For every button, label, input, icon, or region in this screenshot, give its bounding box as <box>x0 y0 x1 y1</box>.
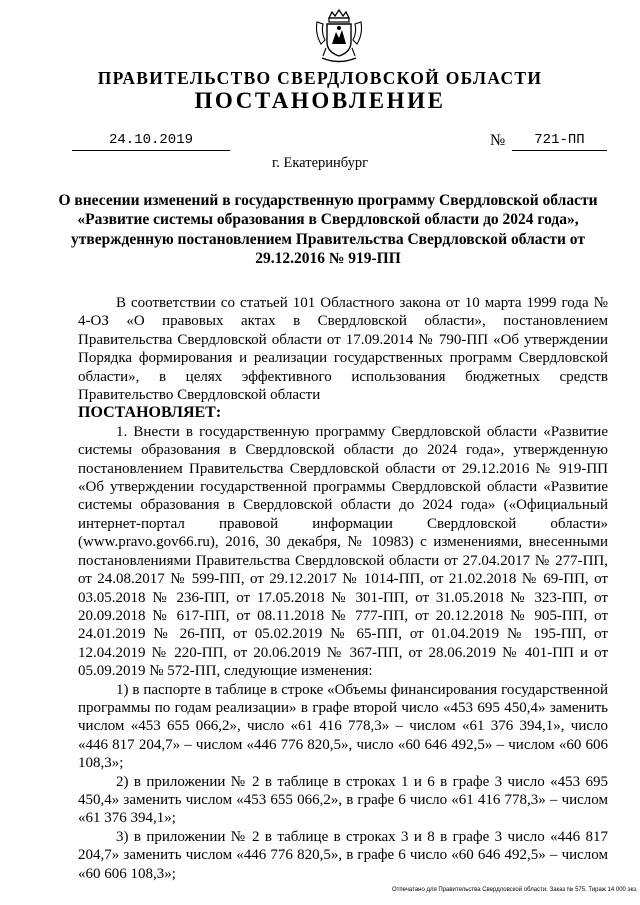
subitem-2-paragraph: 2) в приложении № 2 в таблице в строках 1 и 6 в графе 3 число «453 695 450,4» заменить числом «453 655 066,2», в графе 6 число «61 416 778,3» – числом «61 376 394,1»; <box>78 773 608 827</box>
decree-heading: ПОСТАНОВЛЯЕТ: <box>78 404 222 422</box>
subitem-3-paragraph: 3) в приложении № 2 в таблице в строках 3 и 8 в графе 3 число «446 817 204,7» заменить числом «446 776 820,5», в графе 6 число «60 646 492,5» – числом «60 606 108,3»; <box>78 828 608 882</box>
print-footer: Отпечатано для Правительства Свердловской области. Заказ № 575. Тираж 14 000 экз. <box>392 887 638 893</box>
preamble-paragraph: В соответствии со статьей 101 Областного закона от 10 марта 1999 года № 4-ОЗ «О правовых актах в Свердловской области», постановлением Правительства Свердловской области от 17.09.2014 № 790-ПП «Об утверждении Порядка формирования и реализации государственных программ Свердловской области», в целях эффективного использования бюджетных средств Правительство Свердловской области <box>78 295 608 404</box>
government-name: ПРАВИТЕЛЬСТВО СВЕРДЛОВСКОЙ ОБЛАСТИ <box>97 68 543 88</box>
number-label: № <box>490 132 506 149</box>
document-type: ПОСТАНОВЛЕНИЕ <box>194 88 446 113</box>
subitem-1-paragraph: 1) в паспорте в таблице в строке «Объемы финансирования государственной программы по годам реализации» в графе второй число «453 695 450,4» заменить числом «453 655 066,2», число «61 416 778,3» – числом «61 376 394,1», число «446 817 204,7» – числом «446 776 820,5», число «60 646 492,5» – числом «60 606 108,3»; <box>78 681 608 772</box>
document-body <box>78 294 608 883</box>
item-1-paragraph: 1. Внести в государственную программу Свердловской области «Развитие системы образования в Свердловской области до 2024 года», утвержденную постановлением Правительства Свердловской области от 29.12.2016 № 919-ПП «Об утверждении государственной программы Свердловской области «Развитие системы образования в Свердловской области до 2024 года» («Официальный интернет-портал правовой информации Свердловской области» (www.pravo.gov66.ru), 2016, 30 декабря, № 10983) с изменениями, внесенными постановлениями Правительства Свердловской области от 27.04.2017 № 277-ПП, от 24.08.2017 № 599-ПП, от 29.12.2017 № 1014-ПП, от 21.02.2018 № 69-ПП, от 03.05.2018 № 236-ПП, от 17.05.2018 № 301-ПП, от 31.05.2018 № 323-ПП, от 20.09.2018 № 617-ПП, от 08.11.2018 № 777-ПП, от 20.12.2018 № 905-ПП, от 24.01.2019 № 26-ПП, от 05.02.2019 № 65-ПП, от 01.04.2019 № 195-ПП, от 12.04.2019 № 220-ПП, от 20.06.2019 № 367-ПП, от 28.06.2019 № 401-ПП и от 05.09.2019 № 572-ПП, следующие изменения: <box>78 423 608 680</box>
document-number: 721-ПП <box>512 132 607 151</box>
coat-of-arms-icon <box>314 8 364 66</box>
city: г. Екатеринбург <box>271 155 369 171</box>
document-date: 24.10.2019 <box>72 132 230 151</box>
document-title: О внесении изменений в государственную программу Свердловской области «Развитие системы образования в Свердловской области до 2024 года», утвержденную постановлением Правительства Свердловской области от 29.12.2016 № 919-ПП <box>58 192 598 267</box>
